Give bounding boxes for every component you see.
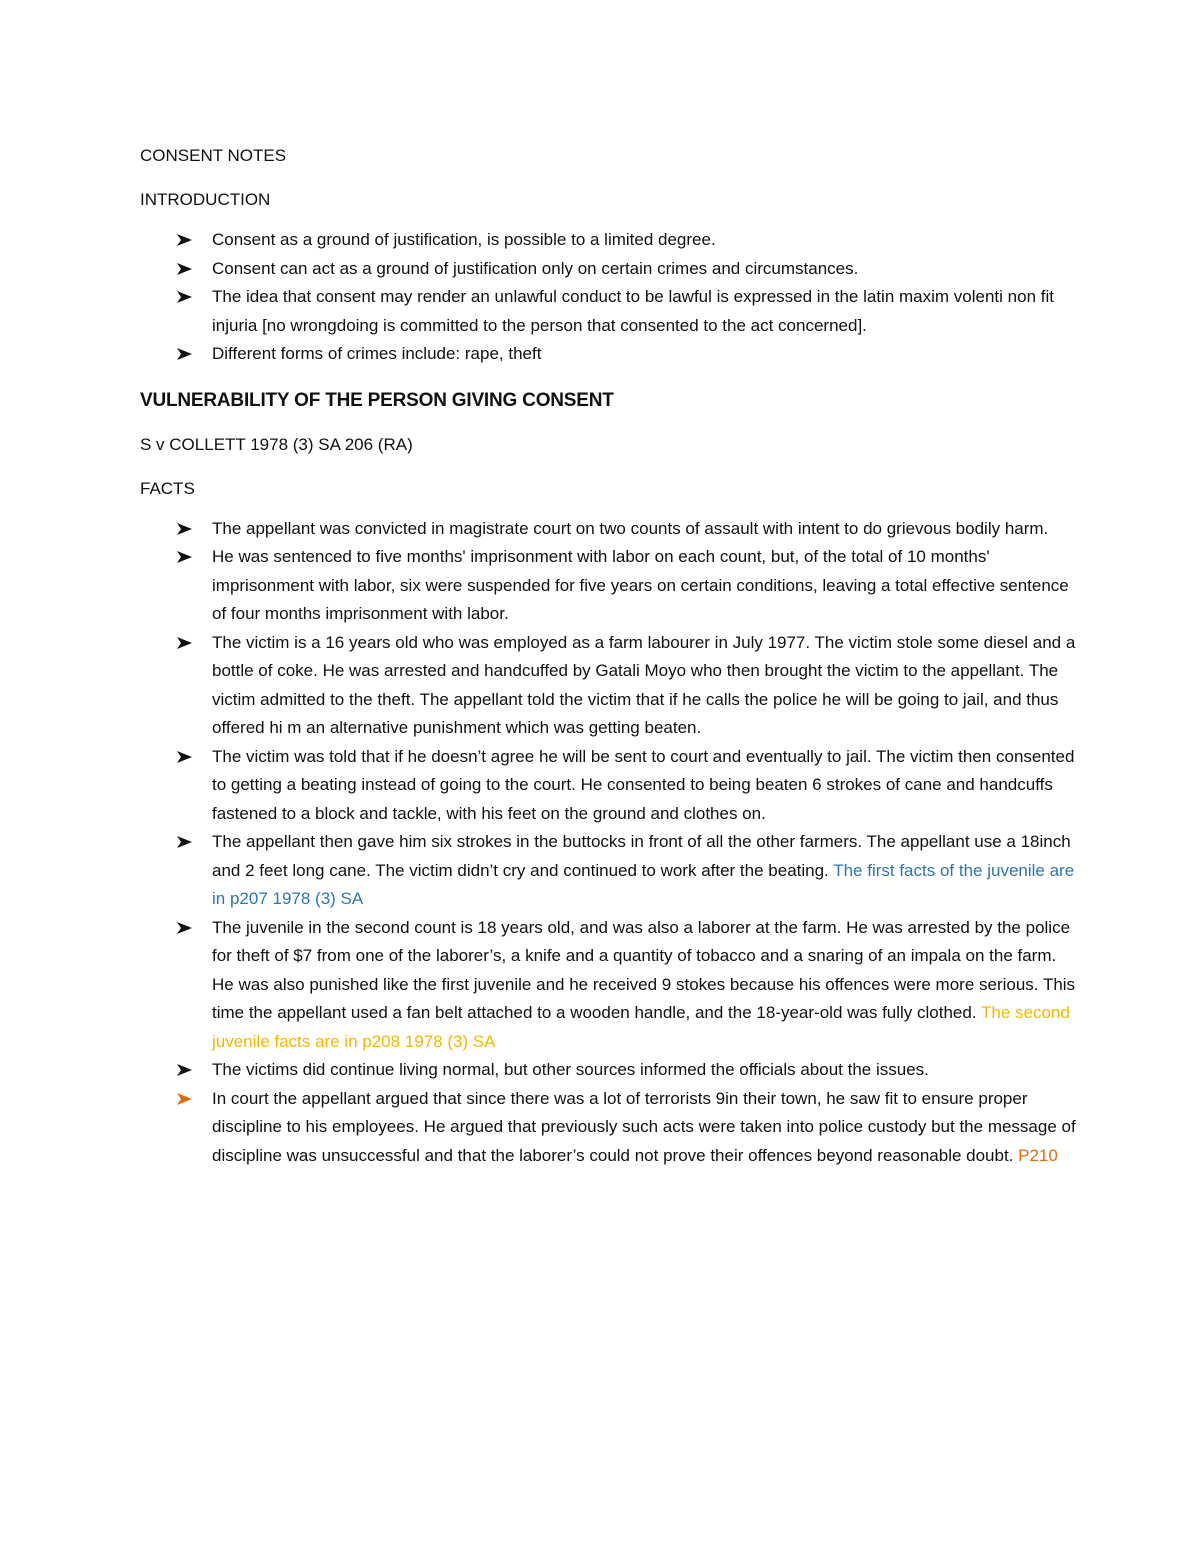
section-heading: VULNERABILITY OF THE PERSON GIVING CONSENT <box>140 389 614 411</box>
page-reference-note: The first facts of the juvenile are in p207 1978 (3) SA <box>212 860 1075 908</box>
arrowhead-bullet-icon <box>176 226 194 254</box>
bullet-text: The victim was told that if he doesn’t agree he will be sent to court and eventually to jail. The victim then consented to getting a beating instead of going to the court. He consented to being beaten 6 strokes of cane and handcuffs fastened to a block and tackle, with his feet on the ground and clothes on. <box>212 746 1075 823</box>
arrowhead-bullet-icon <box>176 1056 194 1084</box>
arrowhead-bullet-icon <box>176 743 194 771</box>
bullet-text: The appellant was convicted in magistrate court on two counts of assault with intent to do grievous bodily harm. <box>212 518 1049 538</box>
page-reference-note: The second juvenile facts are in p208 1978 (3) SA <box>212 1003 1070 1051</box>
facts-bullet-list <box>140 515 1080 1171</box>
facts-heading: FACTS <box>140 478 195 498</box>
arrowhead-bullet-icon <box>176 283 194 311</box>
arrowhead-bullet-icon <box>176 828 194 856</box>
list-item <box>140 226 1080 255</box>
intro-heading: INTRODUCTION <box>140 190 271 209</box>
case-citation: S v COLLETT 1978 (3) SA 206 (RA) <box>140 434 413 454</box>
list-item <box>140 283 1080 340</box>
arrowhead-bullet-icon <box>176 543 194 571</box>
list-item <box>140 828 1080 914</box>
list-item <box>140 515 1080 544</box>
list-item <box>140 1085 1080 1171</box>
list-item <box>140 629 1080 743</box>
bullet-text: The victim is a 16 years old who was employed as a farm labourer in July 1977. The victim stole some diesel and a bottle of coke. He was arrested and handcuffed by Gatali Moyo who then brought the victim to the appellant. The victim admitted to the theft. The appellant told the victim that if he calls the police he will be going to jail, and thus offered hi m an alternative punishment which was getting beaten. <box>212 632 1076 737</box>
bullet-text: The appellant then gave him six strokes in the buttocks in front of all the other farmers. The appellant use a 18inch and 2 feet long cane. The victim didn’t cry and continued to work after the beating. <box>212 832 1071 880</box>
bullet-text: The victims did continue living normal, but other sources informed the officials about the issues. <box>212 1060 929 1079</box>
arrowhead-bullet-icon <box>176 340 194 368</box>
list-item <box>140 543 1080 629</box>
list-item <box>140 340 1080 369</box>
intro-bullet-list <box>140 226 1080 369</box>
bullet-text: The juvenile in the second count is 18 years old, and was also a laborer at the farm. He was arrested by the police for theft of $7 from one of the laborer’s, a knife and a quantity of tobacco and a snaring of an impala on the farm. He was also punished like the first juvenile and he received 9 stokes because his offences were more serious. This time the appellant used a fan belt attached to a wooden handle, and the 18-year-old was fully clothed. <box>212 917 1076 1022</box>
list-item <box>140 255 1080 284</box>
arrowhead-bullet-icon-orange <box>176 1085 194 1113</box>
list-item <box>140 743 1080 829</box>
arrowhead-bullet-icon <box>176 914 194 942</box>
list-item <box>140 914 1080 1057</box>
bullet-text: In court the appellant argued that since there was a lot of terrorists 9in their town, he saw fit to ensure proper discipline to his employees. He argued that previously such acts were taken into police custody but the message of discipline was unsuccessful and that the laborer’s could not prove their offences beyond reasonable doubt. <box>212 1088 1076 1165</box>
arrowhead-bullet-icon <box>176 629 194 657</box>
document-title: CONSENT NOTES <box>140 146 287 165</box>
list-item <box>140 1056 1080 1085</box>
bullet-text: The idea that consent may render an unlawful conduct to be lawful is expressed in the latin maxim volenti non fit injuria [no wrongdoing is committed to the person that consented to the act concerned]. <box>212 287 1054 335</box>
arrowhead-bullet-icon <box>176 255 194 283</box>
bullet-text: Consent as a ground of justification, is possible to a limited degree. <box>212 230 716 249</box>
bullet-text: Different forms of crimes include: rape, theft <box>212 344 542 363</box>
bullet-text: Consent can act as a ground of justification only on certain crimes and circumstances. <box>212 258 859 278</box>
bullet-text: He was sentenced to five months' imprisonment with labor on each count, but, of the total of 10 months' imprisonment with labor, six were suspended for five years on certain conditions, leaving a total effective sentence of four months imprisonment with labor. <box>212 547 1069 623</box>
page-reference-note: P210 <box>1018 1145 1058 1165</box>
arrowhead-bullet-icon <box>176 515 194 543</box>
